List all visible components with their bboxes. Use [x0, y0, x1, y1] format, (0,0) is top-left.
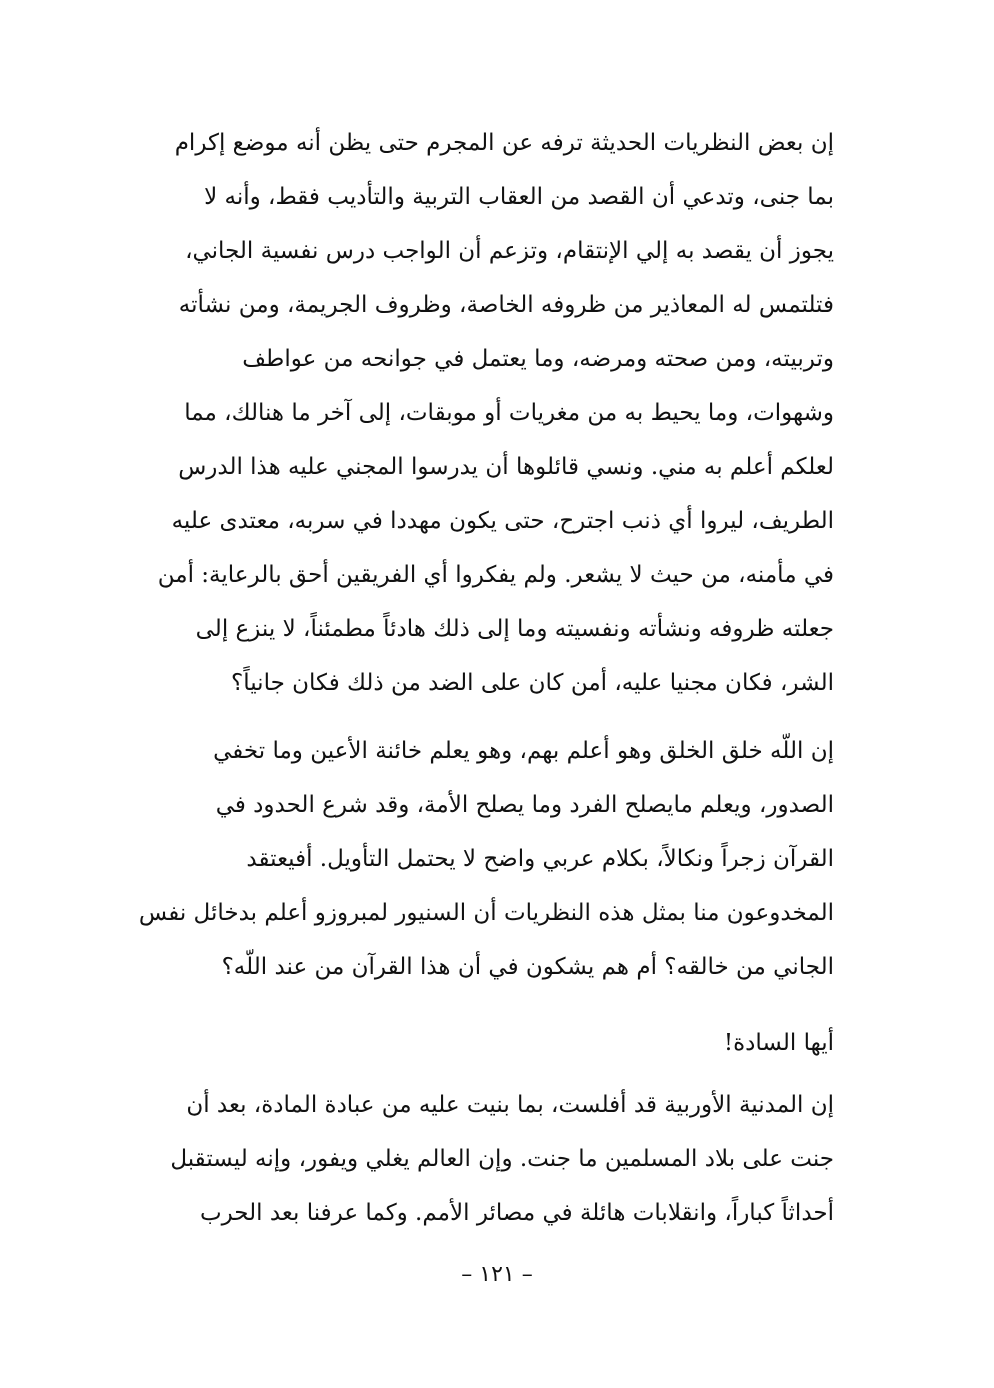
text-line: الطريف، ليروا أي ذنب اجترح، حتى يكون مهددا في سربه، معتدى عليه	[171, 508, 834, 534]
text-line: الصدور، ويعلم مايصلح الفرد وما يصلح الأمة، وقد شرع الحدود في	[215, 792, 834, 818]
text-line: الشر، فكان مجنيا عليه، أمن كان على الضد من ذلك فكان جانياً؟	[231, 670, 834, 696]
text-line: أحداثاً كباراً، وانقلابات هائلة في مصائر الأمم. وكما عرفنا بعد الحرب	[199, 1200, 834, 1226]
text-line: المخدوعون منا بمثل هذه النظريات أن السنيور لمبروزو أعلم بدخائل نفس	[138, 900, 834, 926]
paragraph-european-civilization	[118, 1078, 834, 1240]
text-line: الجاني من خالقه؟ أم هم يشكون في أن هذا القرآن من عند اللّه؟	[221, 954, 834, 980]
text-line: أيها السادة!	[723, 1030, 834, 1056]
text-line: وشهوات، وما يحيط به من مغريات أو موبقات، إلى آخر ما هنالك، مما	[184, 400, 834, 426]
text-line: جعلته ظروفه ونشأته ونفسيته وما إلى ذلك هادئاً مطمئناً، لا ينزع إلى	[195, 616, 834, 642]
text-line: في مأمنه، من حيث لا يشعر. ولم يفكروا أي الفريقين أحق بالرعاية: أمن	[157, 562, 834, 588]
text-line: إن اللّه خلق الخلق وهو أعلم بهم، وهو يعلم خائنة الأعين وما تخفي	[213, 738, 834, 764]
text-line: لعلكم أعلم به مني. ونسي قائلوها أن يدرسوا المجني عليه هذا الدرس	[178, 454, 834, 480]
paragraph-divine-law	[118, 724, 834, 994]
text-line: إن المدنية الأوربية قد أفلست، بما بنيت عليه من عبادة المادة، بعد أن	[186, 1092, 834, 1118]
text-line: بما جنى، وتدعي أن القصد من العقاب التربية والتأديب فقط، وأنه لا	[204, 184, 834, 210]
page-number: – ١٢١ –	[461, 1262, 533, 1287]
text-line: وتربيته، ومن صحته ومرضه، وما يعتمل في جوانحه من عواطف	[242, 346, 834, 372]
text-line: القرآن زجراً ونكالاً، بكلام عربي واضح لا يحتمل التأويل. أفيعتقد	[246, 846, 834, 872]
paragraph-address	[118, 1016, 834, 1070]
text-line: إن بعض النظريات الحديثة ترفه عن المجرم حتى يظن أنه موضع إكرام	[174, 130, 834, 156]
text-line: يجوز أن يقصد به إلي الإنتقام، وتزعم أن الواجب درس نفسية الجاني،	[185, 238, 834, 264]
text-line: جنت على بلاد المسلمين ما جنت. وإن العالم يغلي ويفور، وإنه ليستقبل	[170, 1146, 834, 1172]
text-line: فتلتمس له المعاذير من ظروفه الخاصة، وظروف الجريمة، ومن نشأته	[178, 292, 834, 318]
paragraph-criminal-theories	[118, 116, 834, 710]
